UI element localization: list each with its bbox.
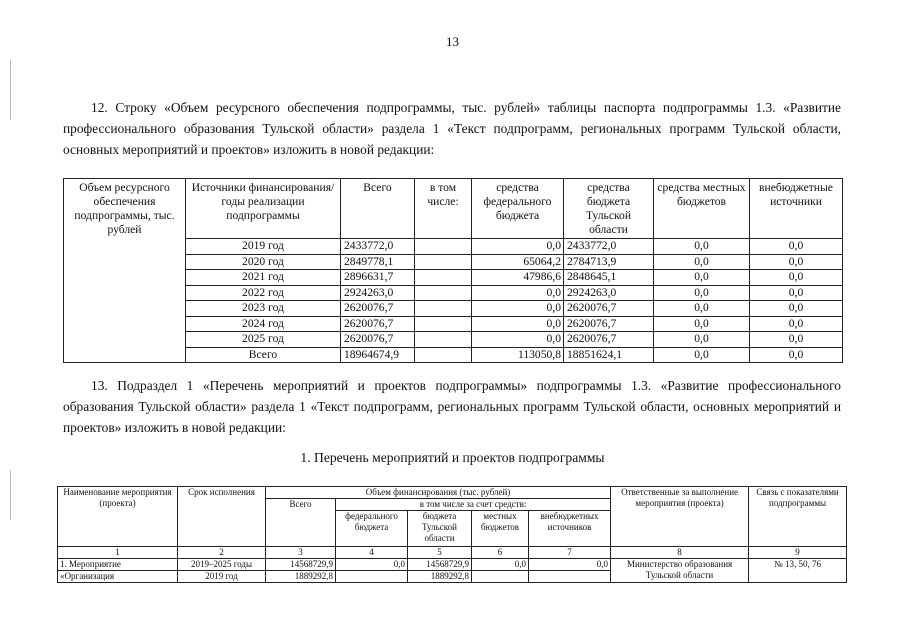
header-including: в том числе: [415,179,472,239]
column-number: 7 [529,547,611,559]
column-number: 9 [749,547,847,559]
empty-cell [415,270,472,286]
responsible-cell: Министерство образования Тульской области [611,559,749,583]
federal-cell: 47986,6 [472,270,564,286]
total-cell: 2620076,7 [341,316,415,332]
header-responsible: Ответственные за выполнение мероприятия (проекта) [611,487,749,547]
margin-line [10,60,11,120]
year-cell: 2021 год [186,270,341,286]
header-total: Всего [266,499,336,547]
total-cell: 1889292,8 [266,571,336,583]
empty-cell [415,332,472,348]
header-link: Связь с показателями подпрограммы [749,487,847,547]
header-regional: средства бюджета Тульской области [564,179,654,239]
column-number: 3 [266,547,336,559]
total-cell: 2924263,0 [341,285,415,301]
offbudget-cell: 0,0 [750,301,843,317]
column-number: 5 [408,547,472,559]
regional-cell: 2784713,9 [564,254,654,270]
local-cell: 0,0 [654,239,750,255]
header-local: средства местных бюджетов [654,179,750,239]
federal-cell: 0,0 [472,301,564,317]
paragraph-12 [63,97,841,160]
column-number: 1 [58,547,178,559]
local-cell: 0,0 [654,254,750,270]
offbudget-cell [529,571,611,583]
federal-cell: 0,0 [336,559,408,571]
total-cell: 2433772,0 [341,239,415,255]
year-cell: 2024 год [186,316,341,332]
regional-cell: 18851624,1 [564,347,654,363]
events-table [57,486,847,583]
total-cell: 2896631,7 [341,270,415,286]
column-numbers-row [58,547,847,559]
federal-cell: 0,0 [472,316,564,332]
offbudget-cell: 0,0 [750,239,843,255]
resource-row-label: Объем ресурсного обеспечения подпрограммы, тыс. рублей [64,179,186,363]
header-volume: Объем финансирования (тыс. рублей) [266,487,611,499]
offbudget-cell: 0,0 [529,559,611,571]
year-cell: 2022 год [186,285,341,301]
column-number: 6 [472,547,529,559]
local-cell: 0,0 [654,270,750,286]
column-number: 4 [336,547,408,559]
header-federal: средства федерального бюджета [472,179,564,239]
federal-cell: 65064,2 [472,254,564,270]
empty-cell [415,285,472,301]
period-cell: 2019 год [178,571,266,583]
offbudget-cell: 0,0 [750,285,843,301]
empty-cell [415,254,472,270]
link-cell: № 13, 50, 76 [749,559,847,583]
regional-cell: 2924263,0 [564,285,654,301]
total-cell: 2849778,1 [341,254,415,270]
year-cell: Всего [186,347,341,363]
offbudget-cell: 0,0 [750,332,843,348]
paragraph-13-text: 13. Подраздел 1 «Перечень мероприятий и проектов подпрограммы» подпрограммы 1.3. «Развитие профессионального образования Тульской области» раздела 1 «Текст подпрограмм, региональных программ Тульской области, основных мероприятий и проектов» изложить в новой редакции: [63,378,841,435]
header-offbudget: внебюджетных источников [529,511,611,547]
federal-cell: 0,0 [472,239,564,255]
empty-cell [415,301,472,317]
paragraph-13 [63,375,841,438]
empty-cell [415,347,472,363]
header-local: местных бюджетов [472,511,529,547]
offbudget-cell: 0,0 [750,316,843,332]
header-offbudget: внебюджетные источники [750,179,843,239]
local-cell: 0,0 [654,285,750,301]
total-cell: 14568729,9 [266,559,336,571]
total-cell: 2620076,7 [341,301,415,317]
header-name: Наименование мероприятия (проекта) [58,487,178,547]
federal-cell: 0,0 [472,332,564,348]
header-period: Срок исполнения [178,487,266,547]
year-cell: 2020 год [186,254,341,270]
regional-cell: 2433772,0 [564,239,654,255]
regional-cell: 2620076,7 [564,332,654,348]
local-cell: 0,0 [472,559,529,571]
year-cell: 2023 год [186,301,341,317]
offbudget-cell: 0,0 [750,270,843,286]
column-number: 8 [611,547,749,559]
federal-cell: 0,0 [472,285,564,301]
event-name-cell: 1. Мероприятие [58,559,178,571]
regional-cell: 2620076,7 [564,316,654,332]
federal-cell [336,571,408,583]
regional-cell: 2848645,1 [564,270,654,286]
event-name-cell: «Организация [58,571,178,583]
empty-cell [415,239,472,255]
local-cell: 0,0 [654,301,750,317]
paragraph-12-text: 12. Строку «Объем ресурсного обеспечения подпрограммы, тыс. рублей» таблицы паспорта подпрограммы 1.3. «Развитие профессионального образования Тульской области» раздела 1 «Текст подпрограмм, региональных программ Тульской области, основных мероприятий и проектов» изложить в новой редакции: [63,100,841,157]
header-total: Всего [341,179,415,239]
regional-cell: 2620076,7 [564,301,654,317]
regional-cell: 1889292,8 [408,571,472,583]
year-cell: 2019 год [186,239,341,255]
resource-table [63,178,843,363]
empty-cell [415,316,472,332]
header-federal: федерального бюджета [336,511,408,547]
year-cell: 2025 год [186,332,341,348]
federal-cell: 113050,8 [472,347,564,363]
local-cell: 0,0 [654,332,750,348]
total-cell: 18964674,9 [341,347,415,363]
period-cell: 2019–2025 годы [178,559,266,571]
local-cell: 0,0 [654,347,750,363]
page-number: 13 [446,34,459,49]
local-cell: 0,0 [654,316,750,332]
regional-cell: 14568729,9 [408,559,472,571]
header-sources: Источники финансирования/годы реализации подпрограммы [186,179,341,239]
header-including: в том числе за счет средств: [336,499,611,511]
local-cell [472,571,529,583]
total-cell: 2620076,7 [341,332,415,348]
column-number: 2 [178,547,266,559]
offbudget-cell: 0,0 [750,347,843,363]
section-heading: 1. Перечень мероприятий и проектов подпрограммы [300,450,605,465]
table-row [58,559,847,571]
margin-line [10,470,11,520]
offbudget-cell: 0,0 [750,254,843,270]
header-regional: бюджета Тульской области [408,511,472,547]
